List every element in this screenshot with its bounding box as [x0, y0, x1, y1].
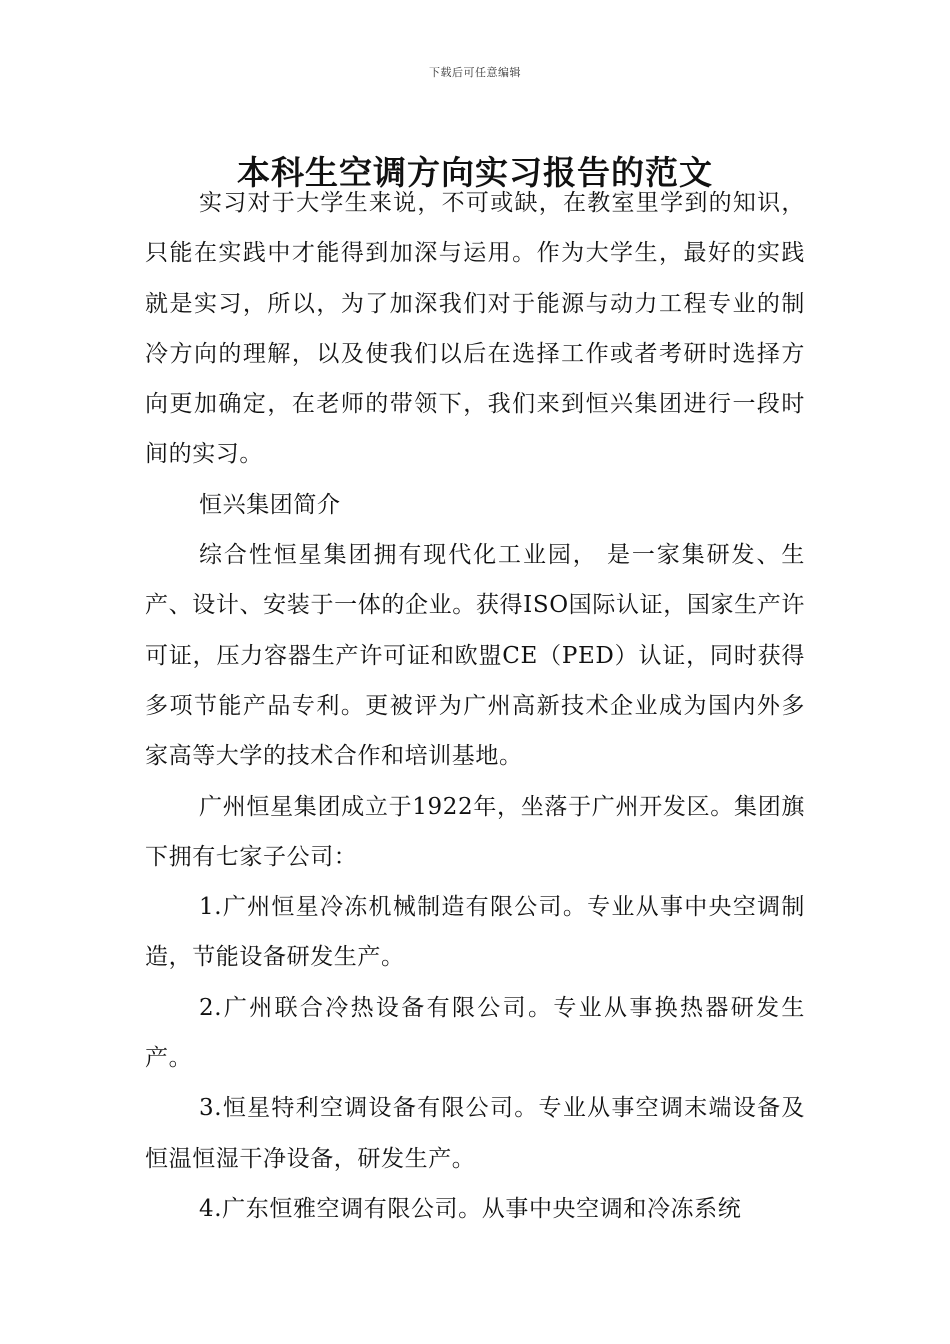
paragraph-intro: 实习对于大学生来说，不可或缺，在教室里学到的知识，只能在实践中才能得到加深与运用。作为大学生，最好的实践就是实习，所以，为了加深我们对于能源与动力工程专业的制冷方向的理解，以及使我们以后在选择工作或者考研时选择方向更加确定，在老师的带领下，我们来到恒兴集团进行一段时间的实习。: [145, 190, 805, 468]
paragraph-section-heading: 恒兴集团简介: [199, 491, 341, 518]
document-title: 本科生空调方向实习报告的范文: [237, 153, 713, 193]
document-body: [145, 178, 805, 1234]
list-item-subsidiary-3: 3.恒星特利空调设备有限公司。专业从事空调末端设备及恒温恒湿干净设备，研发生产。: [145, 1095, 805, 1172]
paragraph-company-history: 广州恒星集团成立于1922年，坐落于广州开发区。集团旗下拥有七家子公司：: [145, 793, 805, 870]
paragraph-company-overview: 综合性恒星集团拥有现代化工业园， 是一家集研发、生产、设计、安装于一体的企业。获得ISO国际认证，国家生产许可证，压力容器生产许可证和欧盟CE（PED）认证，同时获得多项节能产品专利。更被评为广州高新技术企业成为国内外多家高等大学的技术合作和培训基地。: [145, 542, 805, 770]
header-note: 下载后可任意编辑: [429, 66, 521, 79]
list-item-subsidiary-4: 4.广东恒雅空调有限公司。从事中央空调和冷冻系统: [199, 1195, 742, 1222]
list-item-subsidiary-2: 2.广州联合冷热设备有限公司。专业从事换热器研发生产。: [145, 994, 805, 1072]
list-item-subsidiary-1: 1.广州恒星冷冻机械制造有限公司。专业从事中央空调制造，节能设备研发生产。: [145, 894, 805, 971]
